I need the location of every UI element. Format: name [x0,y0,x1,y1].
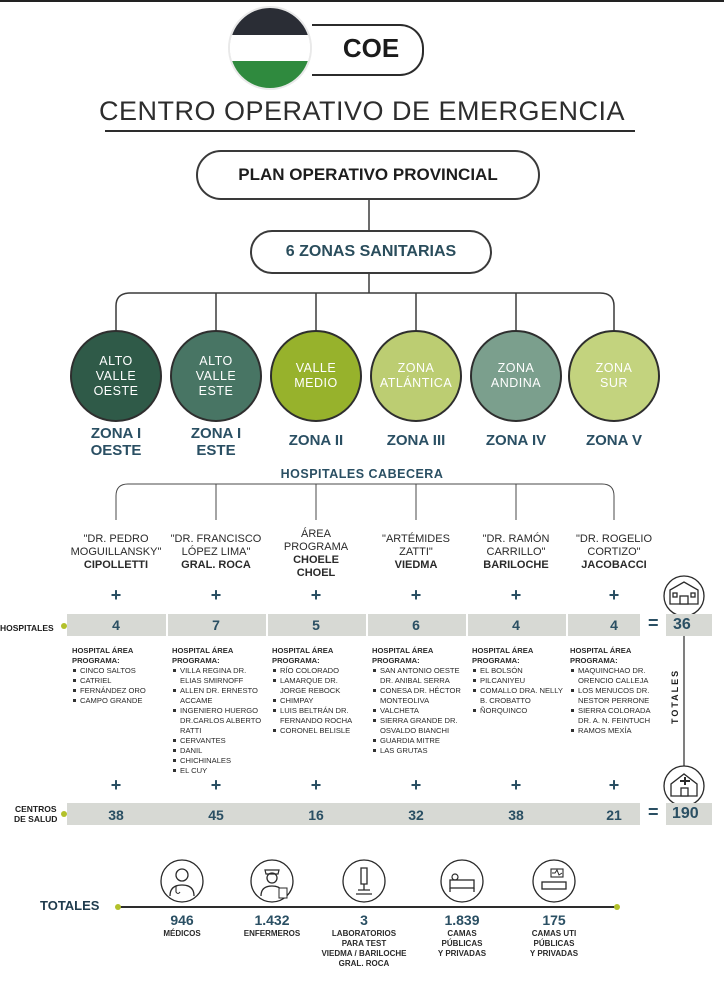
totales-caption [314,929,414,969]
totales-caption-line: ENFERMEROS [243,929,301,938]
zone-circle [470,330,562,422]
hospitales-row-label: HOSPITALES [0,623,54,633]
zone-circle-text [294,361,337,391]
hospitales-cabecera-title: HOSPITALES CABECERA [280,467,444,481]
cabecera-line2: MOGUILLANSKY" [70,546,162,558]
zone-circle-line: MEDIO [294,376,338,390]
program-header: PROGRAMA: [472,656,520,665]
centros-value: 38 [108,807,124,823]
totales-caption-line: Y PRIVADAS [529,949,579,958]
program-list [372,646,466,756]
totales-value: 1.839 [444,912,480,928]
zone-circle-line: ANDINA [490,376,542,390]
program-item: CHICHINALES [172,756,266,766]
program-item: FERNÁNDEZ ORO [72,686,166,696]
page-title: CENTRO OPERATIVO DE EMERGENCIA [98,96,626,126]
program-header: HOSPITAL ÁREA [72,646,134,655]
program-item: LAMARQUE DR. JORGE REBOCK [272,676,366,696]
cabecera-city: BARILOCHE [483,559,549,571]
plus-sign: + [210,585,222,605]
cabecera-city: VIEDMA [394,559,438,571]
centros-value: 45 [208,807,224,823]
program-header: PROGRAMA: [570,656,618,665]
program-item: GUARDIA MITRE [372,736,466,746]
plus-sign: + [608,585,620,605]
centros-value: 32 [408,807,424,823]
column-separator [566,614,568,826]
totales-caption [222,929,322,939]
column-separator [366,614,368,826]
cabecera-line1: "ARTÉMIDES [382,533,450,545]
totales-value: 946 [170,912,194,928]
totales-caption-line: PÚBLICAS [441,939,483,948]
zone-label-line: ZONA II [288,432,344,449]
program-list [570,646,664,736]
program-header: PROGRAMA: [272,656,320,665]
plus-sign: + [608,775,620,795]
program-item: SIERRA GRANDE DR. OSVALDO BIANCHI [372,716,466,736]
plus-sign: + [110,775,122,795]
totales-caption-line: LABORATORIOS [331,929,397,938]
program-header: HOSPITAL ÁREA [472,646,534,655]
cabecera-hospital [462,533,570,572]
zone-label-line: ZONA I [190,425,242,442]
centros-label-line1: CENTROS [14,804,57,814]
program-header: PROGRAMA: [372,656,420,665]
zone-circle-line: ESTE [198,383,234,398]
plus-sign: + [210,775,222,795]
zone-circle-line: VALLE [195,368,237,383]
totales-caption-line: CAMAS [447,929,477,938]
totales-caption [412,929,512,959]
program-item: PILCANIYEU [472,676,566,686]
program-items [472,666,566,716]
totales-value: 1.432 [254,912,290,928]
zone-label [361,432,471,449]
program-item: MAQUINCHAO DR. ORENCIO CALLEJA [570,666,664,686]
nurse-icon [249,858,295,904]
coe-badge: COE [342,33,400,63]
zone-label [559,432,669,449]
cabecera-line1: "DR. PEDRO [83,533,149,545]
program-item: EL CUY [172,766,266,776]
program-item: INGENIERO HUERGO DR.CARLOS ALBERTO RATTI [172,706,266,736]
hospitales-value: 4 [112,617,120,633]
cabecera-line1: "DR. ROGELIO [575,533,653,545]
centros-band [67,803,640,825]
totales-dot-left [115,904,121,910]
program-item: SAN ANTONIO OESTE DR. ANIBAL SERRA [372,666,466,686]
cabecera-line2: CORTIZO" [587,546,641,558]
program-item: EL BOLSÓN [472,666,566,676]
program-items [372,666,466,756]
cabecera-line2: PROGRAMA [283,541,349,553]
hospitales-value: 4 [610,617,618,633]
program-item: ÑORQUINCO [472,706,566,716]
zone-circle-text [596,361,633,391]
zone-label-line: ZONA IV [485,432,547,449]
microscope-icon [341,858,387,904]
program-item: VALCHETA [372,706,466,716]
totales-vertical-label: TOTALES [670,668,680,724]
program-items [272,666,366,736]
column-separator [466,614,468,826]
program-header: PROGRAMA: [172,656,220,665]
program-item: SIERRA COLORADA DR. A. N. FEINTUCH [570,706,664,726]
program-item: CATRIEL [72,676,166,686]
bed-icon [439,858,485,904]
zone-label [261,432,371,449]
hospitales-equals: = [648,613,659,633]
program-item: CINCO SALTOS [72,666,166,676]
plus-sign: + [310,775,322,795]
totales-caption-line: Y PRIVADAS [437,949,487,958]
program-item: ALLEN DR. ERNESTO ACCAME [172,686,266,706]
zone-label [161,425,271,459]
zone-circle [568,330,660,422]
zone-label [61,425,171,459]
cabecera-line2: LÓPEZ LIMA" [181,546,251,558]
program-item: RÍO COLORADO [272,666,366,676]
program-item: DANIL [172,746,266,756]
program-list [72,646,166,706]
plus-sign: + [310,585,322,605]
cabecera-hospital [62,533,170,572]
zone-circle-text [94,354,139,399]
program-list [272,646,366,736]
icu-bed-icon [531,858,577,904]
cabecera-city: JACOBACCI [581,559,647,571]
program-item: CERVANTES [172,736,266,746]
zone-circle-line: ALTO [99,353,133,368]
cabecera-city: CIPOLLETTI [83,559,149,571]
totales-caption-line: CAMAS UTI [531,929,577,938]
zone-label-line: ZONA I [90,425,142,442]
program-item: LOS MENUCOS DR. NESTOR PERRONE [570,686,664,706]
centros-label-line2: DE SALUD [14,814,58,824]
zone-circle-line: ATLÁNTICA [379,376,453,390]
cabecera-line1: "DR. RAMÓN [482,533,550,545]
health-center-icon [664,766,704,806]
totales-value: 3 [360,912,368,928]
zone-circle [70,330,162,422]
centros-equals: = [648,802,659,822]
cabecera-line1: "DR. FRANCISCO [170,533,262,545]
zone-circle [270,330,362,422]
program-items [172,666,266,776]
zonas-sanitarias-box: 6 ZONAS SANITARIAS [250,230,492,274]
centros-value: 21 [606,807,622,823]
totales-vertical-wrap [670,668,686,728]
program-item: RAMOS MEXÍA [570,726,664,736]
zone-label-line: OESTE [90,442,142,459]
centros-value: 16 [308,807,324,823]
centros-value: 38 [508,807,524,823]
column-separator [266,614,268,826]
totales-caption-line: MÉDICOS [163,929,201,938]
hospital-building-icon [664,576,704,616]
plus-sign: + [110,585,122,605]
program-items [72,666,166,706]
zone-circle-line: ZONA [497,361,535,375]
hospitales-value: 7 [212,617,220,633]
totales-line [118,906,618,908]
zone-label-line: ESTE [196,442,236,459]
totales-caption [132,929,232,939]
centros-row-label [14,804,57,824]
hospitales-band [67,614,640,636]
totales-caption [504,929,604,959]
program-list [472,646,566,716]
doctor-icon [159,858,205,904]
zone-circle [170,330,262,422]
totales-caption-line: PARA TEST [341,939,387,948]
totales-caption-line: VIEDMA / BARILOCHE [321,949,407,958]
program-list [172,646,266,776]
cabecera-city: CHOELE [293,554,339,566]
program-header: PROGRAMA: [72,656,120,665]
zone-circle-text [196,354,237,399]
program-item: CORONEL BELISLE [272,726,366,736]
totales-caption-line: GRAL. ROCA [338,959,390,968]
program-item: CAMPO GRANDE [72,696,166,706]
zone-circle-line: ZONA [397,361,435,375]
plus-sign: + [510,775,522,795]
plus-sign: + [410,775,422,795]
zone-circle-line: VALLE [295,361,337,375]
plus-sign: + [410,585,422,605]
totales-dot-right [614,904,620,910]
hospitales-value: 5 [312,617,320,633]
program-header: HOSPITAL ÁREA [372,646,434,655]
program-items [570,666,664,736]
zone-circle-text [380,361,452,391]
cabecera-city: GRAL. ROCA [181,559,251,571]
zone-circle-line: SUR [600,376,628,390]
zone-circle-line: OESTE [93,383,139,398]
totales-value: 175 [542,912,566,928]
cabecera-hospital [162,533,270,572]
cabecera-city: CHOEL [296,567,336,579]
centros-total: 190 [672,805,699,822]
cabecera-hospital [262,528,370,580]
zone-circle-line: ZONA [595,361,633,375]
program-item: CONESA DR. HÉCTOR MONTEOLIVA [372,686,466,706]
column-separator [166,614,168,826]
zone-circle [370,330,462,422]
program-header: HOSPITAL ÁREA [172,646,234,655]
program-item: LAS GRUTAS [372,746,466,756]
zone-label [461,432,571,449]
totales-label: TOTALES [40,898,100,913]
zone-label-line: ZONA III [386,432,446,449]
plan-operativo-box: PLAN OPERATIVO PROVINCIAL [196,150,540,200]
hospitales-total: 36 [673,616,691,633]
hospitales-value: 4 [512,617,520,633]
cabecera-hospital [560,533,668,572]
program-item: VILLA REGINA DR. ELIAS SMIRNOFF [172,666,266,686]
hospitales-value: 6 [412,617,420,633]
program-item: CHIMPAY [272,696,366,706]
cabecera-line2: CARRILLO" [486,546,546,558]
zone-circle-line: ALTO [199,353,233,368]
zone-circle-text [491,361,541,391]
zone-label-line: ZONA V [585,432,643,449]
cabecera-line1: ÁREA [301,528,331,540]
cabecera-line2: ZATTI" [399,546,433,558]
program-item: LUIS BELTRÁN DR. FERNANDO ROCHA [272,706,366,726]
program-header: HOSPITAL ÁREA [570,646,632,655]
zone-circle-line: VALLE [95,368,137,383]
cabecera-hospital [362,533,470,572]
program-item: COMALLO DRA. NELLY B. CROBATTO [472,686,566,706]
plus-sign: + [510,585,522,605]
program-header: HOSPITAL ÁREA [272,646,334,655]
totales-caption-line: PÚBLICAS [533,939,575,948]
